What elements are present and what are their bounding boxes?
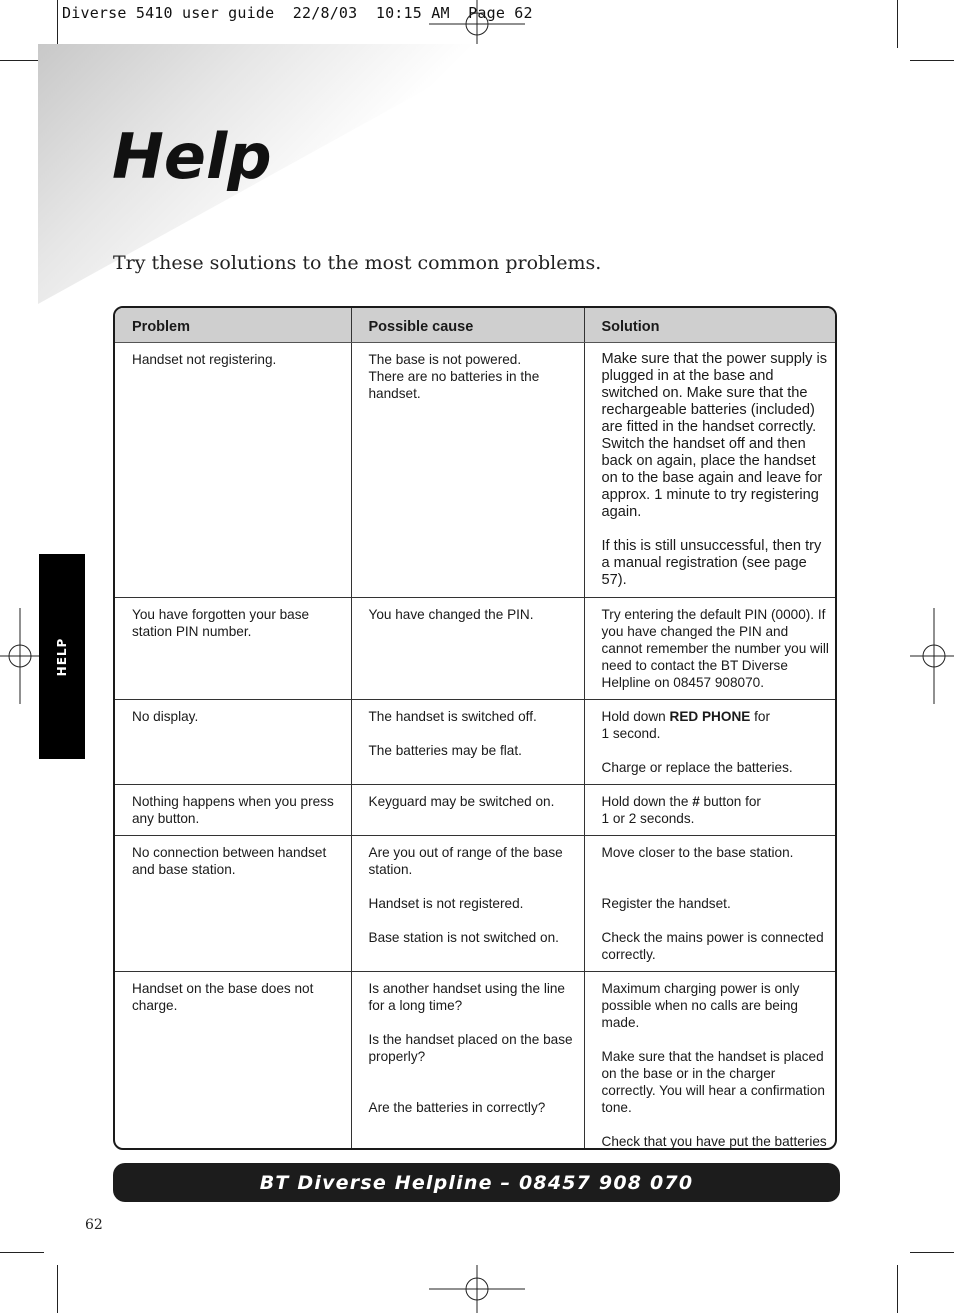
page-title: Help — [112, 120, 272, 193]
section-tab-label: HELP — [55, 637, 69, 676]
page-number: 62 — [85, 1217, 103, 1233]
cause-cell: The base is not powered. There are no batteries in the handset. — [351, 343, 584, 598]
solution-cell: Make sure that the power supply is plugged in at the base and switched on. Make sure that the rechargeable batteries (included) are fitted in the handset correctly. Switch the handset off and then back on again, place the handset on to the base again and leave for approx. 1 minute to try registering again. If this is still unsuccessful, then try a manual registration (see page 57). — [584, 343, 835, 598]
table-row — [115, 836, 835, 972]
section-tab — [39, 554, 85, 759]
intro-text: Try these solutions to the most common problems. — [113, 252, 602, 274]
cause-cell: You have changed the PIN. — [351, 598, 584, 700]
solution-cell: Hold down the # button for 1 or 2 seconds. — [584, 785, 835, 836]
problem-cell: Nothing happens when you press any button. — [115, 785, 351, 836]
registration-mark-left — [0, 608, 44, 704]
cause-cell: Is another handset using the line for a long time? Is the handset placed on the base properly? Are the batteries in correctly? — [351, 972, 584, 1151]
crop-mark — [910, 60, 954, 61]
cause-cell: The handset is switched off. The batteries may be flat. — [351, 700, 584, 785]
print-slug: Diverse 5410 user guide 22/8/03 10:15 AM Page 62 — [62, 4, 533, 22]
red-phone-key-label: RED PHONE — [669, 709, 751, 724]
cause-cell: Are you out of range of the base station. Handset is not registered. Base station is not switched on. — [351, 836, 584, 972]
column-header-cause: Possible cause — [351, 308, 584, 343]
column-header-solution: Solution — [584, 308, 835, 343]
crop-mark — [897, 0, 898, 48]
hash-key-icon: # — [692, 794, 700, 809]
table-header-row — [115, 308, 835, 343]
solution-cell: Hold down RED PHONE for 1 second. Charge or replace the batteries. — [584, 700, 835, 785]
troubleshooting-table — [113, 306, 837, 1150]
crop-mark — [0, 60, 44, 61]
table-row — [115, 972, 835, 1151]
table-row — [115, 598, 835, 700]
problem-cell: No connection between handset and base station. — [115, 836, 351, 972]
problem-cell: You have forgotten your base station PIN number. — [115, 598, 351, 700]
problem-cell: Handset not registering. — [132, 352, 277, 367]
solution-cell: Try entering the default PIN (0000). If you have changed the PIN and cannot remember the number you will need to contact the BT Diverse Helpline on 08457 908070. — [584, 598, 835, 700]
helpline-banner — [113, 1163, 840, 1202]
solution-cell: Maximum charging power is only possible when no calls are being made. Make sure that the handset is placed on the base or in the charger correctly. You will hear a confirmation tone. Check that you have put the batteries — [584, 972, 835, 1151]
crop-mark — [0, 1252, 44, 1253]
registration-mark-bottom — [429, 1265, 525, 1313]
registration-mark-right — [910, 608, 954, 704]
problem-cell: Handset on the base does not charge. — [115, 972, 351, 1151]
helpline-text: BT Diverse Helpline – 08457 908 070 — [259, 1171, 694, 1194]
solution-cell: Move closer to the base station. Register the handset. Check the mains power is connected correctly. — [584, 836, 835, 972]
cause-cell: Keyguard may be switched on. — [351, 785, 584, 836]
table-row — [115, 785, 835, 836]
crop-mark — [910, 1252, 954, 1253]
column-header-problem: Problem — [115, 308, 351, 343]
crop-mark — [57, 1265, 58, 1313]
crop-mark — [897, 1265, 898, 1313]
problem-cell: No display. — [115, 700, 351, 785]
table-row — [115, 343, 835, 598]
table-row — [115, 700, 835, 785]
crop-mark — [57, 0, 58, 48]
registration-mark-top — [429, 0, 525, 48]
